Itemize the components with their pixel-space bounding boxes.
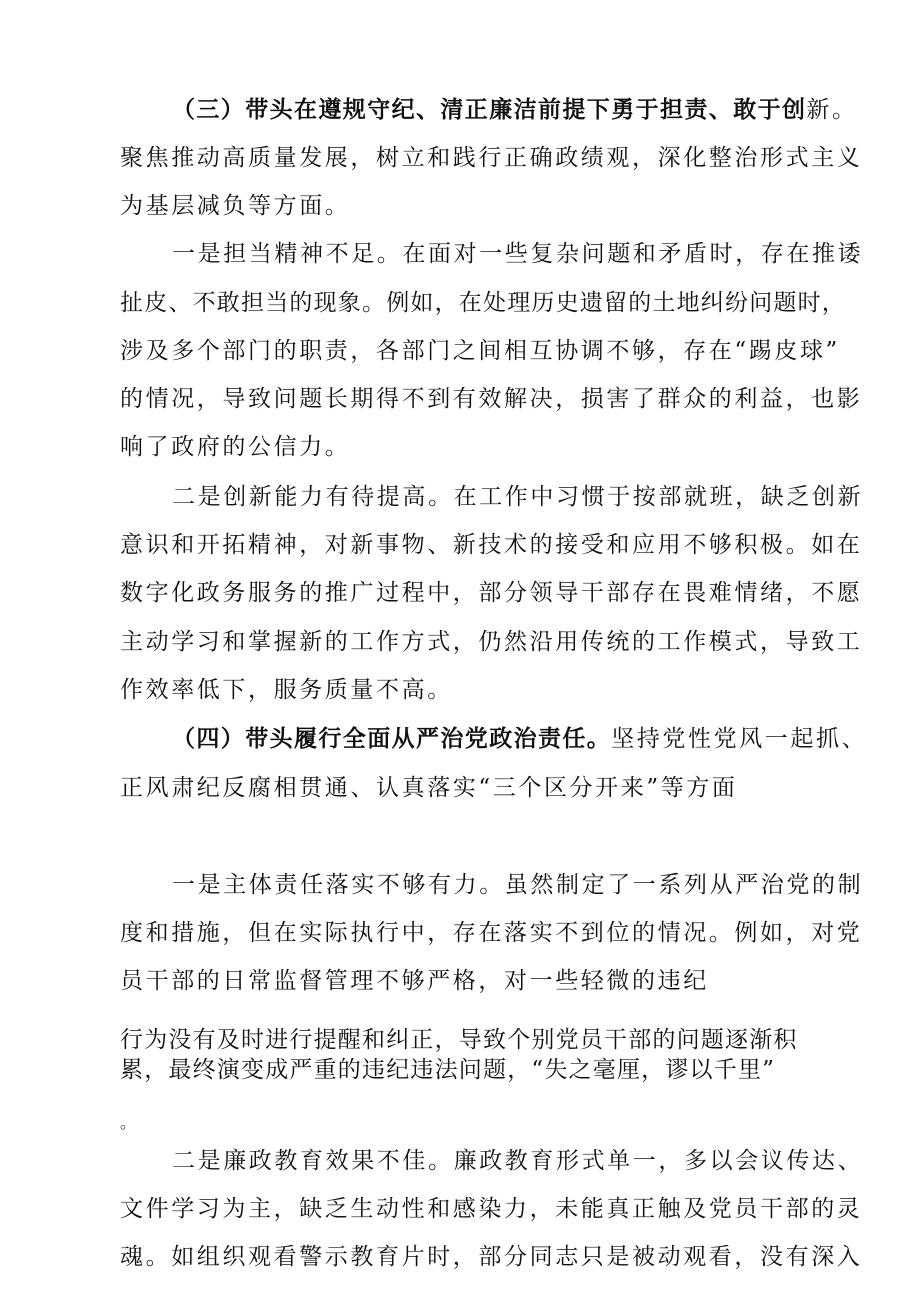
- paragraph-4-line-2: 文件学习为主，缺乏生动性和感染力，未能真正触及党员干部的灵: [120, 1196, 863, 1222]
- paragraph-3-line-1: 一是主体责任落实不够有力。虽然制定了一系列从严治党的制: [172, 872, 864, 898]
- section-3-line-2: 为基层减负等方面。: [120, 193, 351, 219]
- paragraph-3-line-5: 累，最终演变成严重的违纪违法问题，“失之毫厘，谬以千里”: [120, 1057, 776, 1083]
- paragraph-1-line-5: 响了政府的公信力。: [120, 434, 351, 460]
- paragraph-2-line-5: 作效率低下，服务质量不高。: [120, 677, 453, 703]
- section-4-line-1: 正风肃纪反腐相贯通、认真落实“三个区分开来”等方面: [120, 775, 738, 801]
- paragraph-4-line-3: 魂。如组织观看警示教育片时，部分同志只是被动观看，没有深入: [120, 1244, 863, 1270]
- paragraph-2-line-4: 主动学习和掌握新的工作方式，仍然沿用传统的工作模式，导致工: [120, 629, 863, 655]
- section-3-heading-tail: 新。: [806, 97, 858, 123]
- paragraph-1-line-4: 的情况，导致问题长期得不到有效解决，损害了群众的利益，也影: [120, 386, 863, 412]
- section-3-heading: [172, 95, 912, 125]
- paragraph-2-line-1: 二是创新能力有待提高。在工作中习惯于按部就班，缺乏创新: [172, 484, 864, 510]
- section-3-heading-bold: （三）带头在遵规守纪、清正廉洁前提下勇于担责、敢于创: [172, 97, 807, 123]
- section-4-heading: [172, 724, 912, 754]
- paragraph-3-line-4: 行为没有及时进行提醒和纠正，导致个别党员干部的问题逐渐积: [120, 1027, 798, 1053]
- paragraph-3-line-2: 度和措施，但在实际执行中，存在落实不到位的情况。例如，对党: [120, 920, 863, 946]
- paragraph-2-line-3: 数字化政务服务的推广过程中，部分领导干部存在畏难情绪，不愿: [120, 580, 863, 606]
- paragraph-3-line-3: 员干部的日常监督管理不够严格，对一些轻微的违纪: [120, 968, 709, 994]
- paragraph-1-line-2: 扯皮、不敢担当的现象。例如，在处理历史遗留的土地纠纷问题时，: [120, 290, 846, 316]
- paragraph-1-line-3: 涉及多个部门的职责，各部门之间相互协调不够，存在“踢皮球”: [120, 338, 840, 364]
- paragraph-4-line-1: 二是廉政教育效果不佳。廉政教育形式单一，多以会议传达、: [172, 1148, 864, 1174]
- paragraph-1-line-1: 一是担当精神不足。在面对一些复杂问题和矛盾时，存在推诿: [172, 241, 864, 267]
- paragraph-3-line-6: 。: [120, 1113, 139, 1132]
- section-4-heading-tail: 坚持党性党风一起抓、: [611, 726, 868, 752]
- section-3-line-1: 聚焦推动高质量发展，树立和践行正确政绩观，深化整治形式主义: [120, 145, 863, 171]
- section-4-heading-bold: （四）带头履行全面从严治党政治责任。: [172, 726, 612, 752]
- paragraph-2-line-2: 意识和开拓精神，对新事物、新技术的接受和应用不够积极。如在: [120, 532, 863, 558]
